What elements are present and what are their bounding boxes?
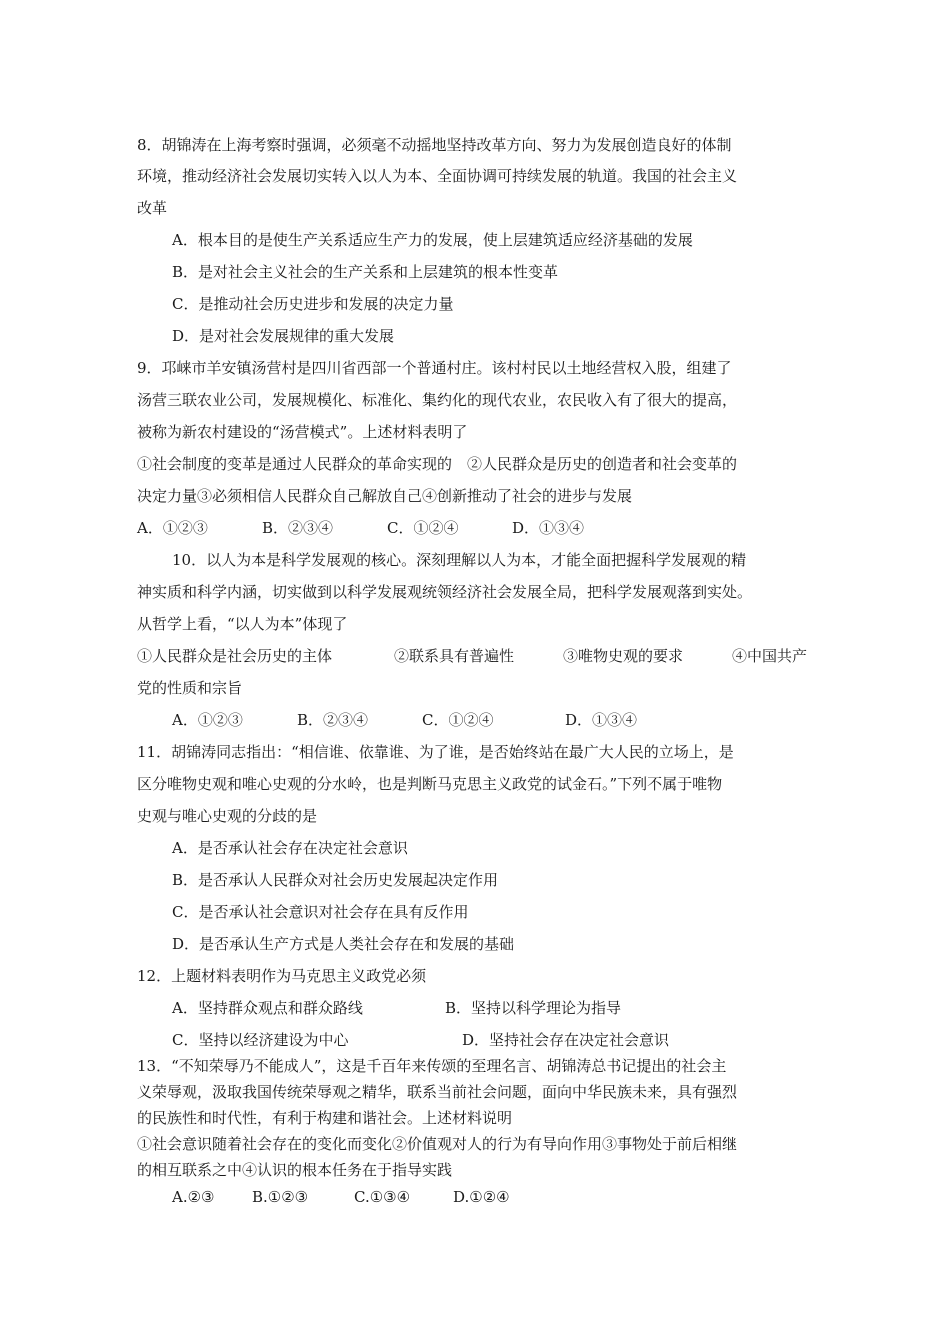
q12-option-a: A．坚持群众观点和群众路线 [172, 999, 363, 1017]
q10-statement-4: ④中国共产 [732, 647, 808, 665]
q13-stem-line-2: 义荣辱观，汲取我国传统荣辱观之精华，联系当前社会问题，面向中华民族未来，具有强烈 [137, 1083, 738, 1101]
q10-statement-3: ③唯物史观的要求 [563, 647, 684, 665]
q8-option-c: C．是推动社会历史进步和发展的决定力量 [172, 295, 454, 313]
q12-option-c: C．坚持以经济建设为中心 [172, 1031, 349, 1049]
q10-option-d: D．①③④ [565, 711, 638, 729]
q10-statement-2: ②联系具有普遍性 [394, 647, 515, 665]
q13-option-c: C.①③④ [354, 1188, 411, 1206]
q8-option-d: D．是对社会发展规律的重大发展 [172, 327, 395, 345]
q11-option-d: D．是否承认生产方式是人类社会存在和发展的基础 [172, 935, 515, 953]
q10-option-a: A．①②③ [172, 711, 243, 729]
q11-stem-line-1: 11．胡锦涛同志指出：“相信谁、依靠谁、为了谁，是否始终站在最广大人民的立场上，是 [137, 743, 734, 761]
q11-option-a: A．是否承认社会存在决定社会意识 [172, 839, 408, 857]
q8-stem-line-2: 环境，推动经济社会发展切实转入以人为本、全面协调可持续发展的轨道。我国的社会主义 [137, 167, 738, 185]
q9-option-c: C．①②④ [387, 519, 459, 537]
q10-stem-line-3: 从哲学上看，“以人为本”体现了 [137, 615, 348, 633]
q9-stem-line-2: 汤营三联农业公司，发展规模化、标准化、集约化的现代农业，农民收入有了很大的提高， [137, 391, 738, 409]
q9-option-d: D．①③④ [512, 519, 585, 537]
q11-stem-line-2: 区分唯物史观和唯心史观的分水岭，也是判断马克思主义政党的试金石。”下列不属于唯物 [137, 775, 723, 793]
q13-option-d: D.①②④ [453, 1188, 510, 1206]
q10-stem-line-2: 神实质和科学内涵，切实做到以科学发展观统领经济社会发展全局，把科学发展观落到实处。 [137, 583, 753, 601]
q10-option-c: C．①②④ [422, 711, 494, 729]
q8-option-b: B．是对社会主义社会的生产关系和上层建筑的根本性变革 [172, 263, 559, 281]
q12-stem: 12．上题材料表明作为马克思主义政党必须 [137, 967, 427, 985]
q9-option-b: B．②③④ [262, 519, 334, 537]
q11-option-c: C．是否承认社会意识对社会存在具有反作用 [172, 903, 469, 921]
q10-option-b: B．②③④ [297, 711, 369, 729]
q8-stem-line-1: 8．胡锦涛在上海考察时强调，必须毫不动摇地坚持改革方向、努力为发展创造良好的体制 [137, 136, 732, 154]
q9-stem-line-1: 9．邛崃市羊安镇汤营村是四川省西部一个普通村庄。该村村民以土地经营权入股，组建了 [137, 359, 732, 377]
q13-option-a: A.②③ [172, 1188, 215, 1206]
q9-statements-line-2: 决定力量③必须相信人民群众自己解放自己④创新推动了社会的进步与发展 [137, 487, 633, 505]
q13-statements-line-2: 的相互联系之中④认识的根本任务在于指导实践 [137, 1161, 453, 1179]
q12-option-b: B．坚持以科学理论为指导 [445, 999, 622, 1017]
q13-stem-line-3: 的民族性和时代性，有利于构建和谐社会。上述材料说明 [137, 1109, 513, 1127]
q10-statement-4-cont: 党的性质和宗旨 [137, 679, 243, 697]
q13-stem-line-1: 13．“不知荣辱乃不能成人”，这是千百年来传颂的至理名言、胡锦涛总书记提出的社会主 [137, 1057, 727, 1075]
q8-stem-line-3: 改革 [137, 199, 168, 217]
q11-stem-line-3: 史观与唯心史观的分歧的是 [137, 807, 318, 825]
q9-option-a: A．①②③ [137, 519, 208, 537]
q9-stem-line-3: 被称为新农村建设的“汤营模式”。上述材料表明了 [137, 423, 468, 441]
q10-stem-line-1: 10．以人为本是科学发展观的核心。深刻理解以人为本，才能全面把握科学发展观的精 [172, 551, 747, 569]
q11-option-b: B．是否承认人民群众对社会历史发展起决定作用 [172, 871, 499, 889]
q13-option-b: B.①②③ [252, 1188, 309, 1206]
q10-statement-1: ①人民群众是社会历史的主体 [137, 647, 333, 665]
q9-statements-line-1: ①社会制度的变革是通过人民群众的革命实现的 ②人民群众是历史的创造者和社会变革的 [137, 455, 738, 473]
q12-option-d: D．坚持社会存在决定社会意识 [462, 1031, 670, 1049]
q13-statements-line-1: ①社会意识随着社会存在的变化而变化②价值观对人的行为有导向作用③事物处于前后相继 [137, 1135, 738, 1153]
q8-option-a: A．根本目的是使生产关系适应生产力的发展，使上层建筑适应经济基础的发展 [172, 231, 693, 249]
